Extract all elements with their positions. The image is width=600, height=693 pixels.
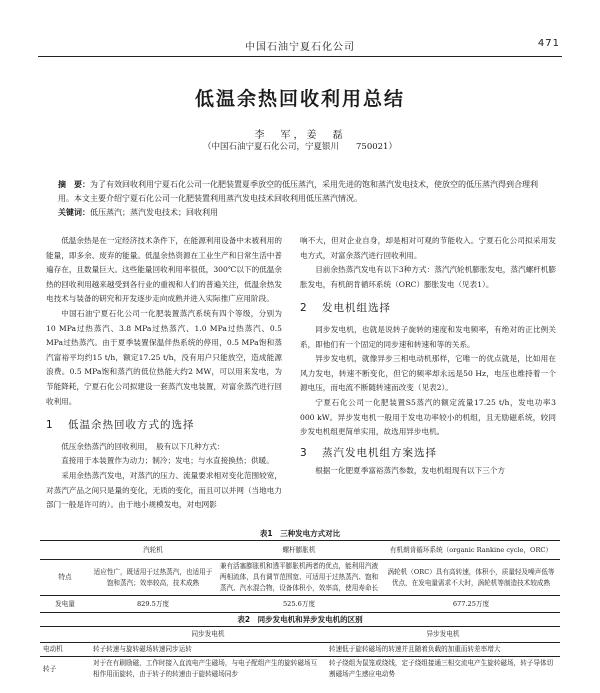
- table-cell: 525.6万度: [282, 599, 316, 608]
- paragraph: 宁夏石化公司一化肥装置S5蒸汽的额定流量17.25 t/h，发电功率3 000 kW。异步发电机一般用于发电功率较小的机组，且无励磁系统，较同步发电机组更简单实用，故选用异步电机。: [300, 397, 556, 437]
- paragraph: 响不大，但对企业自身，却是相对可观的节能收入。宁夏石化公司拟采用发电方式，对富余蒸汽进行回收利用。: [300, 236, 556, 260]
- left-column: [46, 234, 282, 513]
- paragraph: 直接用于本装置作为动力；制冷；发电；与水直接换热；供暖。: [61, 456, 274, 466]
- table-header-cell: [40, 627, 90, 643]
- journal-name: 中国石油宁夏石化公司: [245, 42, 355, 53]
- paragraph: 目前余热蒸汽发电有以下3种方式：蒸汽汽轮机膨胀发电，蒸汽螺杆机膨胀发电，有机朗肯循环系统（ORC）膨胀发电（见表1）。: [300, 265, 556, 289]
- table-cell: 适应性广，既适用于过热蒸汽，也适用于饱和蒸汽；效率较高，技术成熟: [93, 567, 213, 587]
- row-label: 特点: [58, 573, 72, 581]
- table-cell: 829.5万度: [136, 599, 170, 608]
- section-number: 2: [300, 302, 308, 315]
- abstract-block: [58, 178, 542, 220]
- section-heading-3: [300, 446, 556, 461]
- table-row: [40, 596, 560, 613]
- paragraph: 根据一化肥夏季富裕蒸汽参数，发电机组现有以下三个方: [315, 466, 506, 476]
- table-row: [40, 643, 560, 657]
- section-title: 低温余热回收方式的选择: [68, 419, 195, 432]
- article-authors: 李 军，姜 磊: [254, 130, 346, 141]
- row-label: 电动机: [43, 645, 63, 653]
- paragraph: 中国石油宁夏石化公司一化肥装置蒸汽系统有四个等级，分别为10 MPa过热蒸汽、3.8 MPa过热蒸汽、1.0 MPa过热蒸汽、0.5 MPa过热蒸汽。由于夏季装置保温伴热系统的停用，0.5 MPa饱和蒸汽富裕平均约15 t/h，额定17.25 t/h，没有用户只能放空，造成能源浪费。0.5 MPa饱和蒸汽的低位热能大约2 MW，可以用来发电，为节能降耗，宁夏石化公司拟建设一套蒸汽发电装置，对富余蒸汽进行回收利用。: [46, 308, 282, 406]
- table-header-cell: 螺杆膨胀机: [216, 541, 382, 560]
- running-header: [40, 38, 560, 54]
- paragraph: 采用余热蒸汽发电，对蒸汽的压力、流量要求相对变化范围较宽，对蒸汽产品之间只是量的变化，无质的变化，而且可以并网（当地电力部门一般是许可的）。由于地小规模发电，对电网影: [46, 470, 282, 510]
- paragraph: 同步发电机，也就是说转子旋转的速度和发电频率，有绝对的正比例关系，即他们有一个固定的同步速和转速和等的关系。: [300, 324, 556, 349]
- table-header-row: [40, 627, 560, 643]
- table-row: [40, 657, 560, 682]
- header-rule: [38, 56, 562, 57]
- table-header-cell: 有机朗肯循环系统（organic Rankine cycle，ORC）: [382, 541, 560, 560]
- section-number: 1: [46, 419, 54, 432]
- paragraph: 低温余热是在一定经济技术条件下，在能源利用设备中未被利用的能量，即多余、废弃的能量。低温余热资源在工业生产和日常生活中普遍存在，且数量巨大。这些能量回收利用率很低，300℃以下的低温余热的回收利用越来越受到各行业的重视和人们的普遍关注，低温余热发电技术与装备的研究和开发逐步走向成熟并进入实际推广应用阶段。: [46, 236, 282, 304]
- table2: [40, 626, 560, 681]
- table-cell: 对于在有刷励磁，工作时接入直流电产生磁场，与电子配组产生的旋转磁场互相作用而旋转，由于转子的转速由于旋转磁场同步: [93, 659, 318, 678]
- table-header-cell: [40, 541, 90, 560]
- paragraph: 低压余热蒸汽的回收利用， 般有以下几种方式：: [61, 441, 225, 451]
- keywords-text: 低压蒸汽；蒸汽发电技术；回收利用: [90, 208, 218, 217]
- table-cell: 677.25万度: [452, 599, 490, 608]
- abstract-label: 摘 要：: [58, 180, 90, 189]
- section-title: 发电机组选择: [322, 302, 391, 315]
- table-cell: 转速低于旋转磁场的转速并且随着负载的加重而转差率增大: [329, 645, 501, 653]
- table-cell: 转子绕组为鼠笼或绕线，定子绕组接通三相交流电产生旋转磁场，转子导体切割磁场产生感应电动势: [329, 659, 554, 678]
- section-heading-1: [46, 418, 282, 433]
- table-header-cell: 汽轮机: [90, 541, 216, 560]
- section-heading-2: [300, 301, 556, 316]
- table-header-cell: 异步发电机: [326, 627, 560, 643]
- table-header-cell: 同步发电机: [90, 627, 326, 643]
- page-number: 471: [537, 38, 560, 49]
- table-cell: 兼有活塞膨胀机和透平膨胀机两者的优点，能利用汽液两相流体，具有调节范围宽、可适用于过热蒸汽、饱和蒸汽、汽水混合物，设备体积小，效率高，使用寿命长: [219, 562, 379, 592]
- article-title: 低温余热回收利用总结: [194, 88, 405, 110]
- right-column: [300, 234, 556, 479]
- abstract-text: 为了有效回收利用宁夏石化公司一化肥装置夏季放空的低压蒸汽，采用先进的饱和蒸汽发电技术，使放空的低压蒸汽得到合理利用。本文主要介绍宁夏石化公司一化肥装置利用蒸汽发电技术回收利用低压蒸汽情况。: [58, 180, 538, 203]
- table-row: [40, 560, 560, 596]
- table2-caption: 表2 同步发电机和异步发电机的区别: [237, 615, 363, 624]
- table1: [40, 540, 560, 613]
- row-label: 转子: [43, 664, 57, 673]
- row-label: 发电量: [55, 599, 75, 608]
- article-affiliation: （中国石油宁夏石化公司，宁夏银川 750021）: [203, 142, 397, 152]
- abstract: [58, 178, 542, 206]
- table1-caption: 表1 三种发电方式对比: [259, 529, 341, 538]
- keywords-label: 关键词：: [58, 208, 90, 217]
- table-header-row: [40, 541, 560, 560]
- paragraph: 异步发电机，就像异步三相电动机那样，它唯一的优点就是，比如用在风力发电，转速不断变化，但它的频率却永远是50 Hz，电压也维持着一个源电压，而电流不断随转速而改变（见表2）。: [300, 354, 556, 393]
- keywords: [58, 206, 542, 220]
- section-title: 蒸汽发电机组方案选择: [322, 446, 437, 459]
- section-number: 3: [300, 446, 308, 459]
- table-cell: 涡轮机（ORC）具有高转速，体积小，质量轻及噪声低等优点，在发电量需求不大时，涡轮机等制造技术较成熟: [387, 567, 555, 587]
- table-cell: 转子转速与旋转磁场转速同步运转: [93, 645, 192, 653]
